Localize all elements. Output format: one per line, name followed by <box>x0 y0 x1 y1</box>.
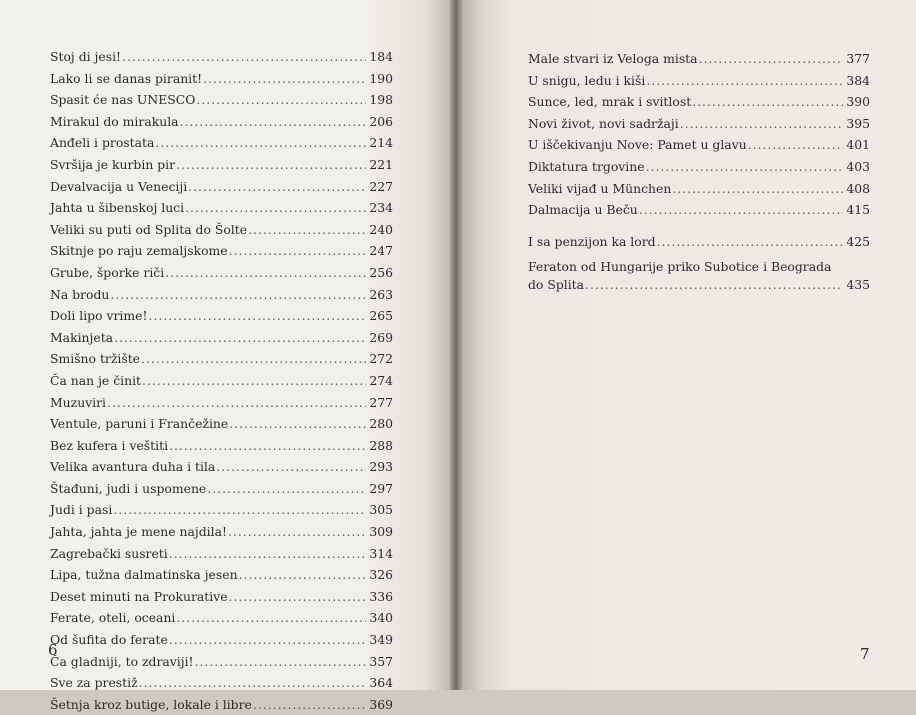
toc-entry-page: 314 <box>369 545 393 561</box>
toc-entry-multiline <box>528 258 870 294</box>
toc-entry <box>50 607 393 629</box>
toc-dot-leader <box>692 91 843 113</box>
toc-dot-leader <box>646 156 843 178</box>
toc-entry <box>528 231 870 253</box>
toc-entry-title: Mirakul do mirakula <box>50 113 179 129</box>
toc-entry-page: 357 <box>369 653 393 669</box>
toc-entry-title: Smišno tržište <box>50 351 141 367</box>
toc-entry-page: 240 <box>369 221 393 237</box>
toc-entry-title: Lako li se danas piranit! <box>50 70 203 86</box>
toc-entry-page: 247 <box>369 243 393 259</box>
toc-entry-title: Od šufita do ferate <box>50 632 168 648</box>
toc-entry <box>528 134 870 156</box>
toc-entry <box>50 305 393 327</box>
toc-entry <box>50 564 393 586</box>
toc-entry <box>50 586 393 608</box>
toc-entry-title: Novi život, novi sadržaji <box>528 115 679 131</box>
toc-entry-title: Šetnja kroz butige, lokale i libre <box>50 696 252 712</box>
toc-entry-line-1 <box>528 258 870 276</box>
toc-entry-title: Veliki su puti od Splita do Šolte <box>50 221 248 237</box>
toc-entry <box>50 478 393 500</box>
toc-entry <box>50 629 393 651</box>
toc-entry-title: Veliki vijađ u München <box>528 180 672 196</box>
toc-entry-page: 305 <box>369 502 393 518</box>
left-toc <box>50 46 393 715</box>
left-page <box>0 0 452 712</box>
toc-entry-page: 390 <box>846 94 870 110</box>
toc-entry <box>50 392 393 414</box>
toc-entry-title: Spasit će nas UNESCO <box>50 92 196 108</box>
toc-entry-title: I sa penzijon ka lord <box>528 233 656 249</box>
toc-entry-title-line-1: Feraton od Hungarije priko Subotice i Beograda <box>528 259 832 275</box>
toc-entry <box>528 91 870 113</box>
toc-entry-page: 206 <box>369 113 393 129</box>
toc-dot-leader <box>239 564 366 586</box>
toc-dot-leader <box>657 231 843 253</box>
toc-entry-page: 435 <box>846 277 870 293</box>
toc-entry-title: Ferate, oteli, oceani <box>50 610 176 626</box>
toc-dot-leader <box>195 651 366 673</box>
toc-entry-title: Diktatura trgovine <box>528 158 645 174</box>
toc-entry-title: Deset minuti na Prokurative <box>50 588 228 604</box>
toc-entry-title: Ča gladniji, to zdraviji! <box>50 653 194 669</box>
toc-entry <box>528 199 870 221</box>
toc-entry-title: Stoj di jesi! <box>50 49 122 64</box>
toc-entry <box>50 413 393 435</box>
toc-entry-page: 214 <box>369 135 393 151</box>
toc-entry <box>50 111 393 133</box>
toc-entry-page: 403 <box>846 158 870 174</box>
toc-entry <box>50 197 393 219</box>
toc-dot-leader <box>165 262 366 284</box>
toc-dot-leader <box>207 478 366 500</box>
toc-dot-leader <box>748 134 843 156</box>
toc-entry <box>50 262 393 284</box>
toc-dot-leader <box>110 284 366 306</box>
toc-entry <box>50 543 393 565</box>
toc-entry-title: Grube, šporke riči <box>50 264 165 280</box>
left-page-number: 6 <box>48 641 58 659</box>
toc-dot-leader <box>180 111 366 133</box>
toc-entry-title: Sunce, led, mrak i svitlost <box>528 94 692 110</box>
toc-entry-title: Skitnje po raju zemaljskome <box>50 243 228 259</box>
toc-entry <box>50 68 393 90</box>
toc-dot-leader <box>228 521 366 543</box>
toc-dot-leader <box>229 586 366 608</box>
toc-entry-page: 364 <box>369 675 393 691</box>
toc-entry-title: Male stvari iz Veloga mista <box>528 51 698 66</box>
right-page <box>462 0 916 690</box>
toc-entry-page: 369 <box>369 696 393 712</box>
toc-dot-leader <box>639 199 843 221</box>
toc-entry-page: 265 <box>369 308 393 324</box>
toc-entry-title: Bez kufera i veštiti <box>50 437 169 453</box>
toc-entry-page: 309 <box>369 524 393 540</box>
toc-entry <box>50 694 393 715</box>
toc-dot-leader <box>196 89 366 111</box>
toc-entry-title: Makinjeta <box>50 329 114 345</box>
toc-dot-leader <box>113 499 366 521</box>
toc-entry <box>50 348 393 370</box>
toc-entry <box>528 48 870 70</box>
toc-entry-page: 280 <box>369 416 393 432</box>
toc-entry-page: 190 <box>369 70 393 86</box>
toc-entry-title-line-2: do Splita <box>528 277 585 293</box>
toc-dot-leader <box>248 219 366 241</box>
right-page-number: 7 <box>860 645 870 663</box>
toc-entry-page: 349 <box>369 632 393 648</box>
toc-entry-title: U snigu, ledu i kiši <box>528 72 646 88</box>
toc-dot-leader <box>216 456 366 478</box>
toc-entry <box>528 113 870 135</box>
toc-entry-title: Doli lipo vrime! <box>50 308 148 324</box>
toc-dot-leader <box>114 327 366 349</box>
toc-entry-page: 274 <box>369 372 393 388</box>
toc-entry <box>50 499 393 521</box>
toc-dot-leader <box>139 672 366 694</box>
toc-entry-page: 297 <box>369 480 393 496</box>
toc-entry-page: 256 <box>369 264 393 280</box>
toc-entry <box>50 46 393 68</box>
toc-entry-title: Anđeli i prostata <box>50 135 155 151</box>
toc-entry <box>50 132 393 154</box>
toc-entry-line-2 <box>528 276 870 294</box>
toc-dot-leader <box>169 435 366 457</box>
toc-entry-page: 263 <box>369 286 393 302</box>
toc-dot-leader <box>141 348 366 370</box>
toc-dot-leader <box>185 197 366 219</box>
toc-dot-leader <box>253 694 366 715</box>
toc-entry-title: Dalmacija u Beču <box>528 202 638 218</box>
toc-entry-page: 288 <box>369 437 393 453</box>
toc-entry-title: Svršija je kurbin pir <box>50 156 176 172</box>
toc-entry-title: Jahta u šibenskoj luci <box>50 200 185 216</box>
toc-entry-page: 336 <box>369 588 393 604</box>
toc-entry-page: 415 <box>846 202 870 218</box>
toc-entry <box>50 240 393 262</box>
toc-entry-title: Judi i pasi <box>50 502 113 518</box>
toc-entry <box>50 327 393 349</box>
toc-entry <box>50 176 393 198</box>
toc-dot-leader <box>107 392 366 414</box>
toc-dot-leader <box>585 276 843 294</box>
toc-entry <box>50 435 393 457</box>
toc-entry <box>50 521 393 543</box>
toc-entry-page: 293 <box>369 459 393 475</box>
toc-dot-leader <box>203 68 366 90</box>
toc-entry <box>50 370 393 392</box>
toc-dot-leader <box>142 370 366 392</box>
toc-entry <box>528 156 870 178</box>
toc-entry <box>528 70 870 92</box>
toc-entry-page: 269 <box>369 329 393 345</box>
toc-entry-page: 277 <box>369 394 393 410</box>
toc-dot-leader <box>229 413 366 435</box>
toc-dot-leader <box>646 70 843 92</box>
toc-entry-title: Na brodu <box>50 286 110 302</box>
toc-dot-leader <box>169 629 366 651</box>
toc-entry-title: Zagrebački susreti <box>50 545 168 561</box>
toc-entry-page: 234 <box>369 200 393 216</box>
toc-entry-title: Lipa, tužna dalmatinska jesen <box>50 567 238 583</box>
toc-dot-leader <box>672 178 843 200</box>
toc-entry <box>50 651 393 673</box>
toc-entry <box>50 154 393 176</box>
toc-dot-leader <box>122 46 366 68</box>
toc-entry-title: Ča nan je činit <box>50 372 142 388</box>
toc-entry-page: 377 <box>846 51 870 66</box>
toc-entry-page: 326 <box>369 567 393 583</box>
toc-entry-title: Štađuni, judi i uspomene <box>50 480 207 496</box>
toc-entry-page: 425 <box>846 233 870 249</box>
toc-dot-leader <box>155 132 366 154</box>
toc-entry-title: Devalvacija u Veneciji <box>50 178 188 194</box>
toc-dot-leader <box>229 240 366 262</box>
toc-entry-page: 395 <box>846 115 870 131</box>
toc-entry <box>50 456 393 478</box>
toc-entry <box>50 672 393 694</box>
right-toc <box>528 48 870 294</box>
toc-entry-page: 408 <box>846 180 870 196</box>
toc-entry-page: 227 <box>369 178 393 194</box>
toc-entry-title: Sve za prestiž <box>50 675 138 691</box>
toc-dot-leader <box>169 543 366 565</box>
toc-dot-leader <box>176 154 366 176</box>
toc-entry-title: Jahta, jahta je mene najdila! <box>50 524 227 540</box>
toc-entry-title: Muzuviri <box>50 394 107 410</box>
toc-dot-leader <box>699 48 843 70</box>
toc-entry-title: U iščekivanju Nove: Pamet u glavu <box>528 137 747 153</box>
toc-entry-title: Velika avantura duha i tila <box>50 459 216 475</box>
toc-dot-leader <box>680 113 843 135</box>
toc-dot-leader <box>188 176 366 198</box>
toc-entry <box>50 284 393 306</box>
toc-entry-page: 272 <box>369 351 393 367</box>
toc-dot-leader <box>176 607 366 629</box>
toc-entry-page: 340 <box>369 610 393 626</box>
toc-entry-page: 401 <box>846 137 870 153</box>
toc-entry-page: 198 <box>369 92 393 108</box>
toc-entry-title: Ventule, paruni i Frančežine <box>50 416 229 432</box>
toc-entry-page: 184 <box>369 49 393 64</box>
toc-entry-page: 384 <box>846 72 870 88</box>
toc-entry <box>528 178 870 200</box>
toc-entry-page: 221 <box>369 156 393 172</box>
toc-dot-leader <box>148 305 366 327</box>
toc-entry <box>50 89 393 111</box>
toc-entry <box>50 219 393 241</box>
